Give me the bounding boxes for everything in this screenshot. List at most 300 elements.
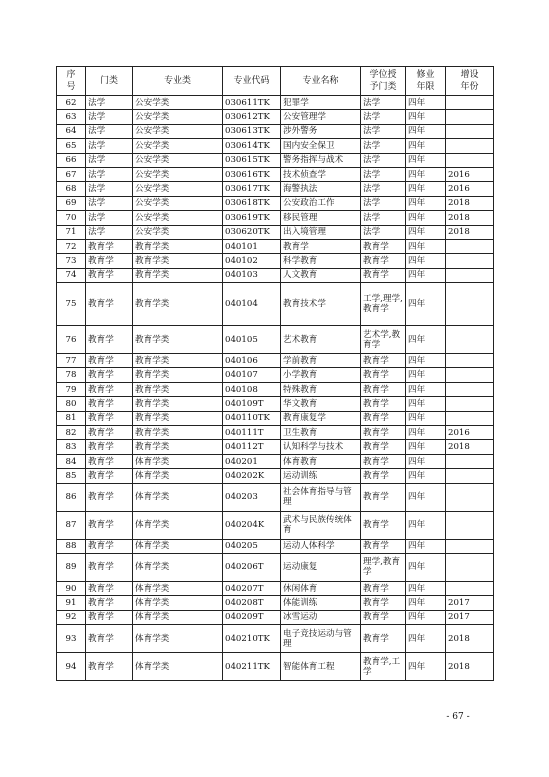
cell-code: 040112T [223,440,281,454]
cell-degree: 教育学 [361,610,406,624]
cell-category: 教育学 [86,254,133,268]
cell-year [446,124,494,138]
cell-no: 68 [57,182,86,196]
cell-code: 030611TK [223,96,281,110]
page-number: - 67 - [446,712,470,722]
cell-year [446,354,494,368]
cell-degree: 法学 [361,124,406,138]
cell-code: 040104 [223,283,281,326]
cell-length: 四年 [406,411,446,425]
cell-length: 四年 [406,167,446,181]
cell-name: 教育技术学 [281,283,361,326]
cell-name: 警务指挥与战术 [281,153,361,167]
cell-year [446,483,494,511]
cell-name: 人文教育 [281,268,361,282]
cell-length: 四年 [406,581,446,595]
table-row [57,326,494,354]
table-row [57,124,494,138]
cell-category: 法学 [86,124,133,138]
table-row [57,625,494,653]
cell-code: 040110TK [223,411,281,425]
cell-category: 教育学 [86,653,133,681]
cell-code: 030620TK [223,225,281,239]
cell-length: 四年 [406,539,446,553]
cell-no: 67 [57,167,86,181]
cell-degree: 法学 [361,139,406,153]
cell-length: 四年 [406,124,446,138]
cell-length: 四年 [406,139,446,153]
cell-code: 040103 [223,268,281,282]
cell-year [446,326,494,354]
cell-degree: 教育学 [361,596,406,610]
cell-no: 80 [57,397,86,411]
cell-year [446,454,494,468]
cell-category: 法学 [86,211,133,225]
cell-name: 小学教育 [281,368,361,382]
cell-class: 教育学类 [133,283,223,326]
cell-code: 030616TK [223,167,281,181]
cell-year: 2016 [446,426,494,440]
header-length: 修业 年限 [406,67,446,96]
cell-category: 教育学 [86,397,133,411]
table-row [57,581,494,595]
cell-length: 四年 [406,426,446,440]
cell-class: 教育学类 [133,426,223,440]
cell-year [446,239,494,253]
cell-code: 040108 [223,382,281,396]
cell-no: 64 [57,124,86,138]
cell-no: 88 [57,539,86,553]
cell-year: 2018 [446,196,494,210]
cell-degree: 教育学 [361,469,406,483]
cell-category: 法学 [86,167,133,181]
cell-category: 法学 [86,182,133,196]
header-degree: 学位授 予门类 [361,67,406,96]
table-row [57,211,494,225]
table-row [57,225,494,239]
table-row [57,653,494,681]
cell-no: 84 [57,454,86,468]
cell-degree: 教育学 [361,411,406,425]
cell-category: 教育学 [86,239,133,253]
cell-length: 四年 [406,610,446,624]
cell-year: 2018 [446,653,494,681]
cell-class: 教育学类 [133,397,223,411]
cell-class: 教育学类 [133,440,223,454]
cell-no: 94 [57,653,86,681]
cell-name: 社会体育指导与管理 [281,483,361,511]
cell-year [446,553,494,581]
cell-no: 77 [57,354,86,368]
table-row [57,368,494,382]
cell-name: 国内安全保卫 [281,139,361,153]
cell-name: 教育康复学 [281,411,361,425]
cell-code: 040106 [223,354,281,368]
cell-year: 2018 [446,225,494,239]
cell-class: 体育学类 [133,483,223,511]
cell-year [446,511,494,539]
cell-code: 030612TK [223,110,281,124]
cell-degree: 法学 [361,110,406,124]
cell-name: 技术侦查学 [281,167,361,181]
cell-class: 教育学类 [133,268,223,282]
cell-class: 体育学类 [133,596,223,610]
cell-name: 武术与民族传统体育 [281,511,361,539]
header-code: 专业代码 [223,67,281,96]
cell-no: 93 [57,625,86,653]
table-row [57,553,494,581]
table-row [57,268,494,282]
cell-code: 040109T [223,397,281,411]
cell-category: 法学 [86,96,133,110]
cell-category: 教育学 [86,283,133,326]
cell-year [446,382,494,396]
cell-code: 040208T [223,596,281,610]
cell-class: 教育学类 [133,254,223,268]
cell-length: 四年 [406,653,446,681]
table-row [57,440,494,454]
cell-name: 运动人体科学 [281,539,361,553]
cell-year: 2018 [446,440,494,454]
cell-year: 2018 [446,625,494,653]
cell-category: 法学 [86,110,133,124]
cell-code: 030615TK [223,153,281,167]
cell-code: 040207T [223,581,281,595]
cell-degree: 工学,理学,教育学 [361,283,406,326]
table-row [57,454,494,468]
cell-length: 四年 [406,511,446,539]
cell-category: 教育学 [86,368,133,382]
cell-category: 教育学 [86,483,133,511]
cell-length: 四年 [406,454,446,468]
cell-no: 83 [57,440,86,454]
cell-code: 040202K [223,469,281,483]
cell-name: 体能训练 [281,596,361,610]
cell-name: 出入境管理 [281,225,361,239]
cell-class: 教育学类 [133,411,223,425]
cell-degree: 教育学 [361,539,406,553]
cell-length: 四年 [406,354,446,368]
cell-category: 教育学 [86,454,133,468]
cell-name: 体育教育 [281,454,361,468]
cell-no: 76 [57,326,86,354]
cell-year [446,96,494,110]
cell-class: 体育学类 [133,539,223,553]
cell-class: 体育学类 [133,653,223,681]
cell-length: 四年 [406,283,446,326]
header-category: 门类 [86,67,133,96]
cell-no: 92 [57,610,86,624]
cell-no: 74 [57,268,86,282]
cell-degree: 教育学 [361,382,406,396]
cell-year [446,397,494,411]
header-class: 专业类 [133,67,223,96]
cell-degree: 教育学 [361,581,406,595]
cell-degree: 法学 [361,167,406,181]
cell-code: 040210TK [223,625,281,653]
table-row [57,426,494,440]
table-row [57,196,494,210]
cell-degree: 教育学 [361,368,406,382]
cell-category: 教育学 [86,581,133,595]
cell-length: 四年 [406,326,446,354]
cell-category: 教育学 [86,596,133,610]
cell-length: 四年 [406,254,446,268]
cell-degree: 教育学 [361,511,406,539]
cell-no: 91 [57,596,86,610]
cell-year [446,153,494,167]
table-row [57,511,494,539]
cell-class: 体育学类 [133,610,223,624]
cell-no: 71 [57,225,86,239]
cell-length: 四年 [406,96,446,110]
cell-no: 62 [57,96,86,110]
table-row [57,96,494,110]
cell-degree: 法学 [361,182,406,196]
table-row [57,539,494,553]
table-row [57,139,494,153]
cell-category: 教育学 [86,625,133,653]
cell-name: 卫生教育 [281,426,361,440]
cell-year [446,368,494,382]
cell-degree: 教育学 [361,268,406,282]
table-row [57,153,494,167]
cell-class: 教育学类 [133,326,223,354]
cell-class: 公安学类 [133,211,223,225]
cell-no: 89 [57,553,86,581]
cell-code: 030619TK [223,211,281,225]
header-name: 专业名称 [281,67,361,96]
cell-no: 70 [57,211,86,225]
cell-class: 教育学类 [133,239,223,253]
cell-year [446,581,494,595]
cell-no: 81 [57,411,86,425]
cell-degree: 教育学 [361,426,406,440]
cell-length: 四年 [406,625,446,653]
cell-no: 87 [57,511,86,539]
cell-name: 学前教育 [281,354,361,368]
cell-name: 运动康复 [281,553,361,581]
cell-degree: 教育学 [361,625,406,653]
cell-category: 法学 [86,153,133,167]
cell-category: 教育学 [86,354,133,368]
cell-code: 040203 [223,483,281,511]
cell-degree: 教育学 [361,483,406,511]
header-year: 增设 年份 [446,67,494,96]
cell-length: 四年 [406,153,446,167]
cell-year: 2016 [446,167,494,181]
cell-no: 65 [57,139,86,153]
cell-class: 公安学类 [133,182,223,196]
cell-degree: 教育学 [361,397,406,411]
cell-year [446,411,494,425]
cell-name: 教育学 [281,239,361,253]
cell-no: 82 [57,426,86,440]
cell-length: 四年 [406,382,446,396]
cell-no: 72 [57,239,86,253]
cell-name: 冰雪运动 [281,610,361,624]
cell-class: 公安学类 [133,167,223,181]
cell-code: 030618TK [223,196,281,210]
cell-code: 030613TK [223,124,281,138]
cell-name: 涉外警务 [281,124,361,138]
cell-class: 公安学类 [133,124,223,138]
cell-category: 教育学 [86,553,133,581]
cell-name: 认知科学与技术 [281,440,361,454]
cell-length: 四年 [406,196,446,210]
cell-class: 体育学类 [133,553,223,581]
cell-name: 移民管理 [281,211,361,225]
cell-length: 四年 [406,225,446,239]
table-header-row [57,67,494,96]
table-row [57,110,494,124]
cell-length: 四年 [406,440,446,454]
cell-name: 公安政治工作 [281,196,361,210]
cell-name: 艺术教育 [281,326,361,354]
cell-length: 四年 [406,110,446,124]
cell-length: 四年 [406,596,446,610]
cell-category: 法学 [86,139,133,153]
cell-code: 040102 [223,254,281,268]
cell-no: 79 [57,382,86,396]
cell-length: 四年 [406,182,446,196]
cell-class: 体育学类 [133,469,223,483]
cell-code: 040204K [223,511,281,539]
table-row [57,411,494,425]
cell-class: 公安学类 [133,139,223,153]
cell-code: 040101 [223,239,281,253]
cell-no: 85 [57,469,86,483]
table-row [57,283,494,326]
cell-category: 法学 [86,225,133,239]
cell-class: 公安学类 [133,196,223,210]
cell-code: 040205 [223,539,281,553]
cell-no: 63 [57,110,86,124]
cell-class: 教育学类 [133,354,223,368]
cell-code: 040206T [223,553,281,581]
cell-length: 四年 [406,211,446,225]
cell-no: 86 [57,483,86,511]
table-row [57,610,494,624]
cell-year [446,469,494,483]
cell-name: 电子竞技运动与管理 [281,625,361,653]
cell-category: 法学 [86,196,133,210]
cell-code: 030614TK [223,139,281,153]
cell-class: 体育学类 [133,581,223,595]
cell-year: 2018 [446,211,494,225]
cell-degree: 法学 [361,196,406,210]
cell-class: 体育学类 [133,511,223,539]
cell-class: 公安学类 [133,96,223,110]
cell-category: 教育学 [86,382,133,396]
cell-length: 四年 [406,268,446,282]
cell-year: 2017 [446,596,494,610]
table-row [57,239,494,253]
cell-category: 教育学 [86,469,133,483]
cell-length: 四年 [406,397,446,411]
cell-no: 75 [57,283,86,326]
cell-name: 华文教育 [281,397,361,411]
table-row [57,182,494,196]
cell-year [446,254,494,268]
cell-name: 海警执法 [281,182,361,196]
cell-year [446,139,494,153]
cell-length: 四年 [406,469,446,483]
cell-name: 休闲体育 [281,581,361,595]
cell-year [446,110,494,124]
table-row [57,254,494,268]
cell-name: 运动训练 [281,469,361,483]
cell-class: 公安学类 [133,153,223,167]
cell-degree: 艺术学,教育学 [361,326,406,354]
table-row [57,354,494,368]
cell-year [446,283,494,326]
table-row [57,596,494,610]
cell-name: 科学教育 [281,254,361,268]
cell-class: 教育学类 [133,382,223,396]
cell-name: 公安管理学 [281,110,361,124]
cell-no: 78 [57,368,86,382]
cell-no: 73 [57,254,86,268]
cell-code: 040209T [223,610,281,624]
cell-no: 90 [57,581,86,595]
cell-degree: 法学 [361,153,406,167]
cell-category: 教育学 [86,539,133,553]
cell-code: 040201 [223,454,281,468]
major-catalog-table [56,66,494,681]
cell-code: 040105 [223,326,281,354]
cell-name: 智能体育工程 [281,653,361,681]
cell-category: 教育学 [86,268,133,282]
cell-length: 四年 [406,483,446,511]
cell-year [446,268,494,282]
cell-year: 2016 [446,182,494,196]
cell-class: 体育学类 [133,454,223,468]
cell-name: 特殊教育 [281,382,361,396]
cell-length: 四年 [406,553,446,581]
cell-year: 2017 [446,610,494,624]
cell-degree: 教育学 [361,354,406,368]
cell-class: 体育学类 [133,625,223,653]
cell-code: 040211TK [223,653,281,681]
table-row [57,167,494,181]
cell-code: 040111T [223,426,281,440]
cell-class: 教育学类 [133,368,223,382]
cell-degree: 教育学 [361,440,406,454]
table-row [57,382,494,396]
cell-degree: 法学 [361,96,406,110]
cell-degree: 教育学,工学 [361,653,406,681]
cell-year [446,539,494,553]
cell-category: 教育学 [86,610,133,624]
table-row [57,469,494,483]
cell-no: 69 [57,196,86,210]
cell-code: 030617TK [223,182,281,196]
header-no: 序 号 [57,67,86,96]
cell-category: 教育学 [86,411,133,425]
cell-degree: 教育学 [361,239,406,253]
cell-class: 公安学类 [133,110,223,124]
cell-category: 教育学 [86,440,133,454]
table-row [57,397,494,411]
cell-name: 犯罪学 [281,96,361,110]
cell-degree: 理学,教育学 [361,553,406,581]
cell-category: 教育学 [86,326,133,354]
cell-no: 66 [57,153,86,167]
cell-length: 四年 [406,368,446,382]
cell-code: 040107 [223,368,281,382]
cell-degree: 法学 [361,225,406,239]
